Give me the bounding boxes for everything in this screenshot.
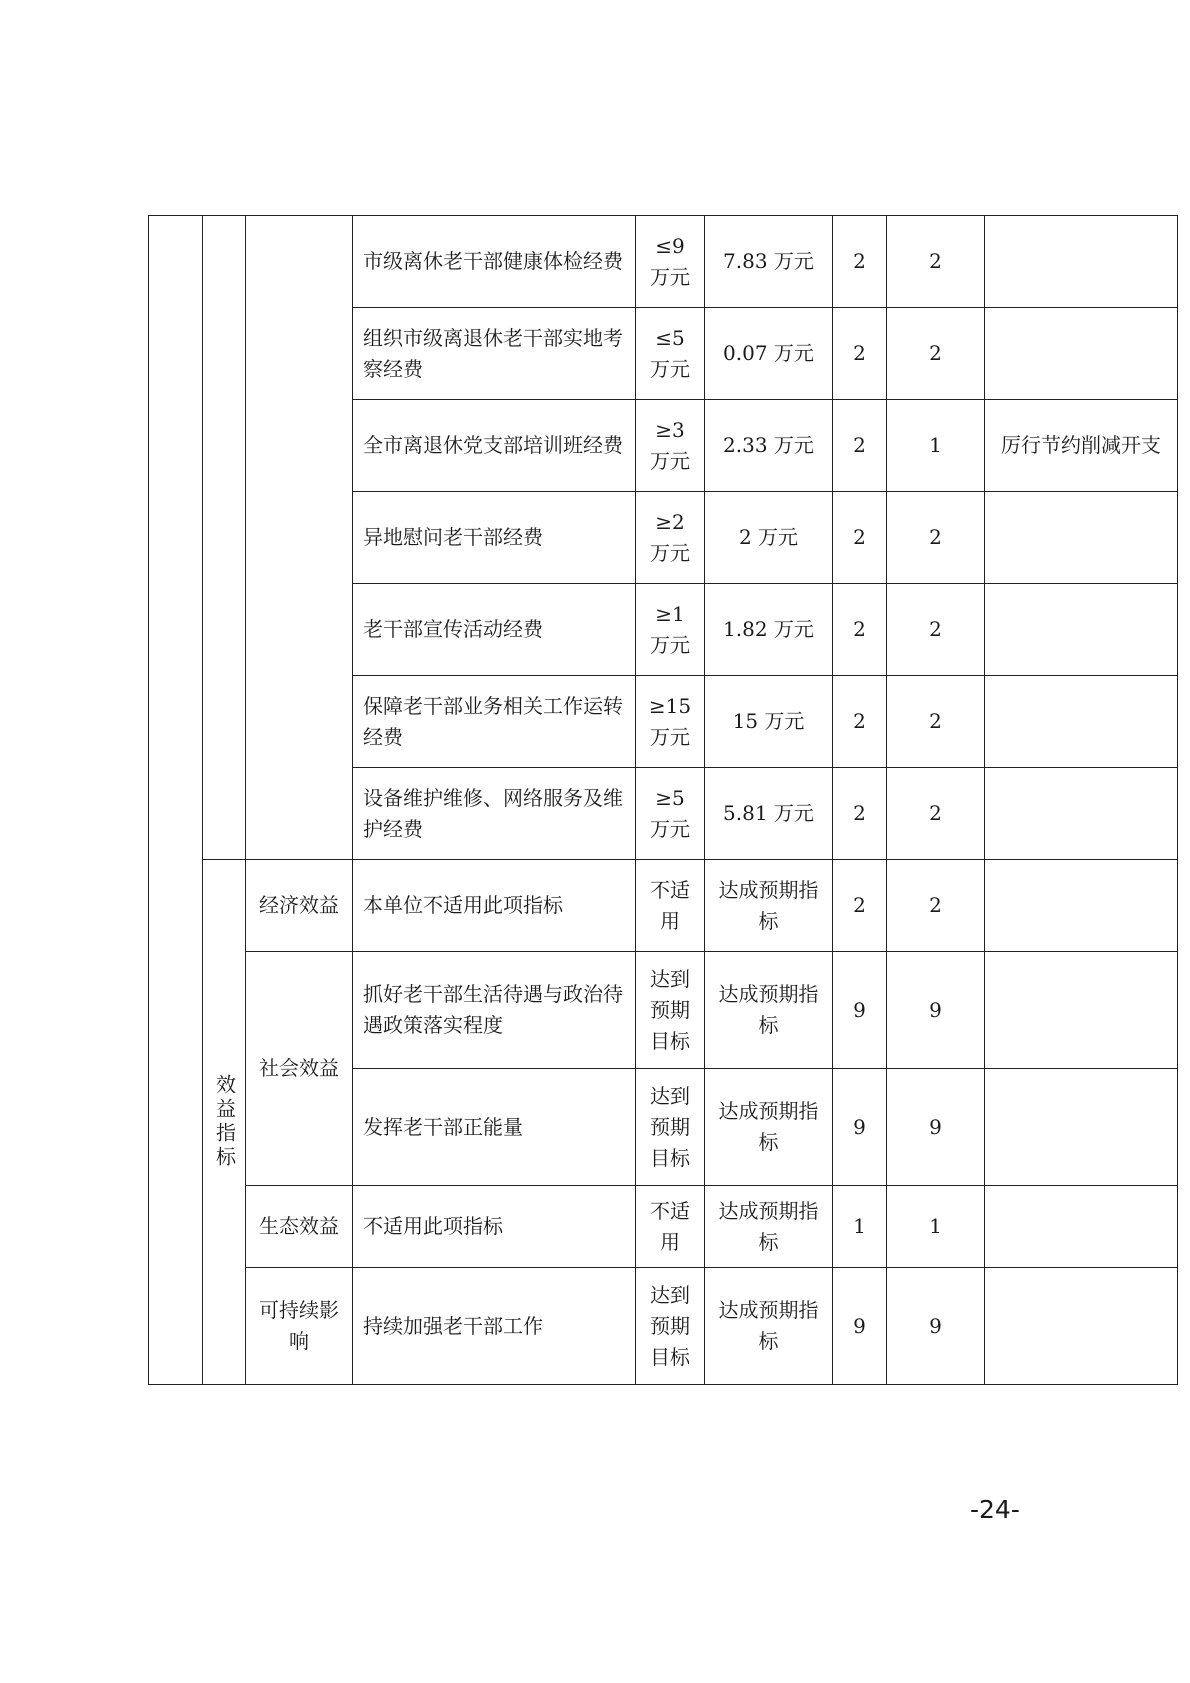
actual-cell: 7.83 万元 [705, 216, 833, 308]
indicator-cell: 组织市级离退休老干部实地考察经费 [353, 308, 636, 400]
indicator-cell: 异地慰问老干部经费 [353, 492, 636, 584]
weight-cell: 9 [833, 1069, 887, 1186]
weight-cell: 2 [833, 492, 887, 584]
weight-cell: 2 [833, 768, 887, 860]
score-cell: 1 [887, 1186, 985, 1268]
category-cell: 生态效益 [246, 1186, 353, 1268]
weight-cell: 2 [833, 584, 887, 676]
score-cell: 9 [887, 1069, 985, 1186]
target-cell: ≥1万元 [636, 584, 705, 676]
actual-cell: 达成预期指标 [705, 1268, 833, 1385]
target-cell: ≥3万元 [636, 400, 705, 492]
actual-cell: 15 万元 [705, 676, 833, 768]
indicator-cell: 老干部宣传活动经费 [353, 584, 636, 676]
benefit-indicator-label: 效益指标 [203, 860, 246, 1385]
table-row [149, 1268, 1178, 1385]
score-cell: 2 [887, 768, 985, 860]
indicator-cell: 持续加强老干部工作 [353, 1268, 636, 1385]
level3-cell [246, 216, 353, 860]
page-number: -24- [970, 1495, 1020, 1524]
actual-cell: 0.07 万元 [705, 308, 833, 400]
note-cell [985, 1069, 1178, 1186]
actual-cell: 达成预期指标 [705, 1186, 833, 1268]
weight-cell: 2 [833, 308, 887, 400]
target-cell: 不适用 [636, 860, 705, 952]
actual-cell: 2.33 万元 [705, 400, 833, 492]
target-cell: 达到预期目标 [636, 1069, 705, 1186]
level2-cell [203, 216, 246, 860]
weight-cell: 2 [833, 860, 887, 952]
category-cell: 经济效益 [246, 860, 353, 952]
actual-cell: 达成预期指标 [705, 1069, 833, 1186]
score-cell: 1 [887, 400, 985, 492]
note-cell [985, 860, 1178, 952]
weight-cell: 2 [833, 216, 887, 308]
note-cell [985, 952, 1178, 1069]
indicator-cell: 保障老干部业务相关工作运转经费 [353, 676, 636, 768]
score-cell: 2 [887, 860, 985, 952]
indicator-cell: 全市离退休党支部培训班经费 [353, 400, 636, 492]
indicator-cell: 本单位不适用此项指标 [353, 860, 636, 952]
score-cell: 9 [887, 1268, 985, 1385]
actual-cell: 1.82 万元 [705, 584, 833, 676]
note-cell [985, 492, 1178, 584]
note-cell [985, 1186, 1178, 1268]
actual-cell: 5.81 万元 [705, 768, 833, 860]
note-cell: 厉行节约削减开支 [985, 400, 1178, 492]
target-cell: 不适用 [636, 1186, 705, 1268]
level1-cell [149, 216, 203, 860]
score-cell: 2 [887, 492, 985, 584]
target-cell: ≤5万元 [636, 308, 705, 400]
weight-cell: 9 [833, 952, 887, 1069]
table-row [149, 1186, 1178, 1268]
indicator-cell: 设备维护维修、网络服务及维护经费 [353, 768, 636, 860]
target-cell: ≥2万元 [636, 492, 705, 584]
score-cell: 9 [887, 952, 985, 1069]
indicator-cell: 发挥老干部正能量 [353, 1069, 636, 1186]
note-cell [985, 768, 1178, 860]
target-cell: ≥15万元 [636, 676, 705, 768]
category-cell: 可持续影响 [246, 1268, 353, 1385]
table-row [149, 952, 1178, 1069]
score-cell: 2 [887, 308, 985, 400]
level1-cell [149, 860, 203, 1385]
note-cell [985, 676, 1178, 768]
note-cell [985, 216, 1178, 308]
score-cell: 2 [887, 216, 985, 308]
weight-cell: 1 [833, 1186, 887, 1268]
actual-cell: 达成预期指标 [705, 952, 833, 1069]
note-cell [985, 584, 1178, 676]
actual-cell: 2 万元 [705, 492, 833, 584]
indicator-cell: 不适用此项指标 [353, 1186, 636, 1268]
target-cell: ≤9万元 [636, 216, 705, 308]
target-cell: 达到预期目标 [636, 952, 705, 1069]
actual-cell: 达成预期指标 [705, 860, 833, 952]
weight-cell: 2 [833, 676, 887, 768]
note-cell [985, 308, 1178, 400]
weight-cell: 2 [833, 400, 887, 492]
target-cell: ≥5万元 [636, 768, 705, 860]
target-cell: 达到预期目标 [636, 1268, 705, 1385]
score-cell: 2 [887, 584, 985, 676]
indicator-cell: 市级离休老干部健康体检经费 [353, 216, 636, 308]
score-cell: 2 [887, 676, 985, 768]
note-cell [985, 1268, 1178, 1385]
performance-table [148, 215, 1178, 1385]
indicator-cell: 抓好老干部生活待遇与政治待遇政策落实程度 [353, 952, 636, 1069]
table-row [149, 860, 1178, 952]
table-row [149, 216, 1178, 308]
weight-cell: 9 [833, 1268, 887, 1385]
category-cell: 社会效益 [246, 952, 353, 1186]
